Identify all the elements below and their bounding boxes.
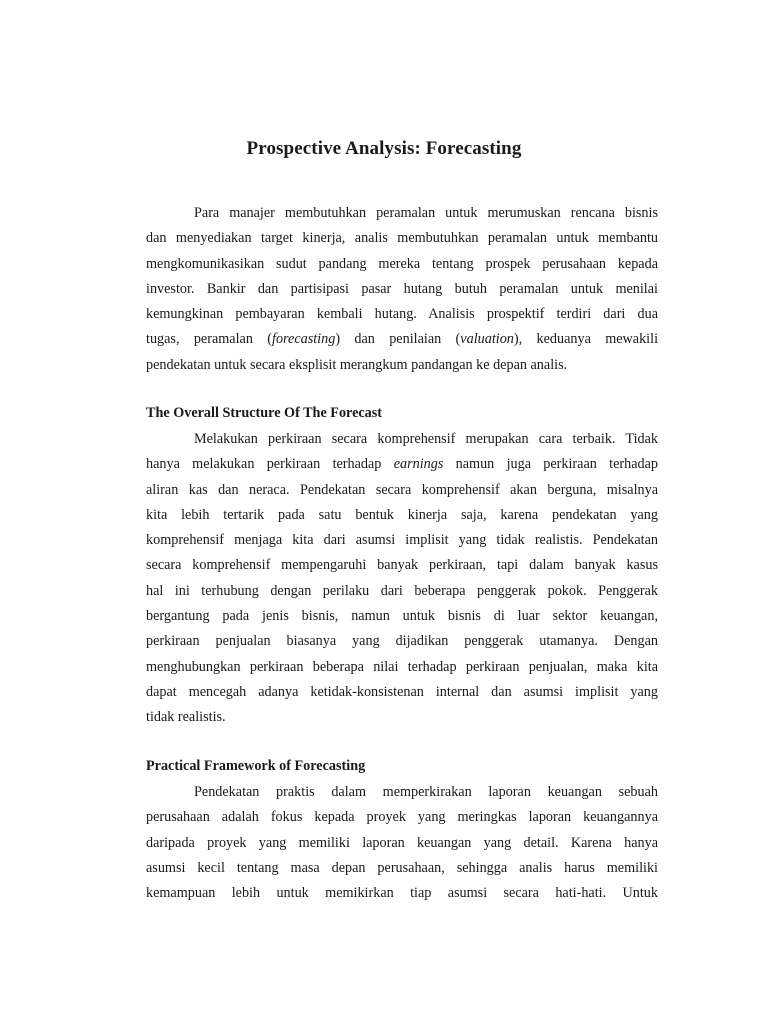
- paragraph-line: secara komprehensif mempengaruhi banyak perkiraan, tapi dalam banyak kasus: [146, 557, 658, 574]
- paragraph-line: perkiraan penjualan biasanya yang dijadikan penggerak utamanya. Dengan: [146, 633, 658, 650]
- text-run: ) dan penilaian (: [335, 331, 461, 348]
- intro-paragraph: [146, 201, 658, 378]
- text-run: hanya melakukan perkiraan terhadap: [146, 456, 394, 473]
- text-run: namun juga perkiraan terhadap: [443, 456, 658, 473]
- paragraph-line: investor. Bankir dan partisipasi pasar hutang butuh peramalan untuk menilai: [146, 280, 658, 297]
- section-heading: The Overall Structure Of The Forecast: [146, 405, 383, 421]
- paragraph-line: dan menyediakan target kinerja, analis membutuhkan peramalan untuk membantu: [146, 230, 658, 247]
- italic-term: earnings: [393, 456, 444, 473]
- paragraph-line: bergantung pada jenis bisnis, namun untuk bisnis di luar sektor keuangan,: [146, 608, 658, 625]
- section-heading: Practical Framework of Forecasting: [146, 758, 366, 774]
- paragraph-line: kemampuan lebih untuk memikirkan tiap asumsi secara hati-hati. Untuk: [146, 885, 658, 902]
- paragraph-line: kemungkinan pembayaran kembali hutang. Analisis prospektif terdiri dari dua: [146, 306, 658, 323]
- paragraph-line: Pendekatan praktis dalam memperkirakan laporan keuangan sebuah: [194, 784, 658, 800]
- italic-term: valuation: [460, 331, 514, 348]
- paragraph-line: mengkomunikasikan sudut pandang mereka tentang prospek perusahaan kepada: [146, 255, 658, 272]
- text-run: ), keduanya mewakili: [513, 331, 659, 348]
- paragraph-line: tidak realistis.: [146, 709, 226, 726]
- document-title: Prospective Analysis: Forecasting: [246, 138, 522, 159]
- paragraph-line: Melakukan perkiraan secara komprehensif merupakan cara terbaik. Tidak: [194, 431, 658, 447]
- paragraph-line: asumsi kecil tentang masa depan perusahaan, sehingga analis harus memiliki: [146, 859, 658, 876]
- paragraph-line: daripada proyek yang memiliki laporan keuangan yang detail. Karena hanya: [146, 834, 658, 851]
- paragraph-line: menghubungkan perkiraan beberapa nilai terhadap perkiraan penjualan, maka kita: [146, 658, 658, 675]
- paragraph-line: pendekatan untuk secara eksplisit merangkum pandangan ke depan analis.: [146, 356, 568, 373]
- text-run: tugas, peramalan (: [146, 331, 272, 348]
- section2-paragraph: [146, 780, 658, 906]
- paragraph-line-mixed: [146, 452, 658, 477]
- section1-paragraph: [146, 427, 658, 731]
- paragraph-line: kita lebih tertarik pada satu bentuk kinerja saja, karena pendekatan yang: [146, 506, 658, 523]
- paragraph-line: Para manajer membutuhkan peramalan untuk merumuskan rencana bisnis: [194, 205, 658, 221]
- italic-term: forecasting: [272, 331, 336, 348]
- paragraph-line-mixed: [146, 327, 658, 352]
- paragraph-line: dapat mencegah adanya ketidak-konsistenan internal dan asumsi implisit yang: [146, 683, 658, 700]
- paragraph-line: komprehensif menjaga kita dari asumsi implisit yang tidak realistis. Pendekatan: [146, 532, 658, 549]
- paragraph-line: aliran kas dan neraca. Pendekatan secara komprehensif akan berguna, misalnya: [146, 481, 658, 498]
- paragraph-line: perusahaan adalah fokus kepada proyek yang meringkas laporan keuangannya: [146, 809, 658, 826]
- paragraph-line: hal ini terhubung dengan perilaku dari beberapa penggerak pokok. Penggerak: [146, 582, 658, 599]
